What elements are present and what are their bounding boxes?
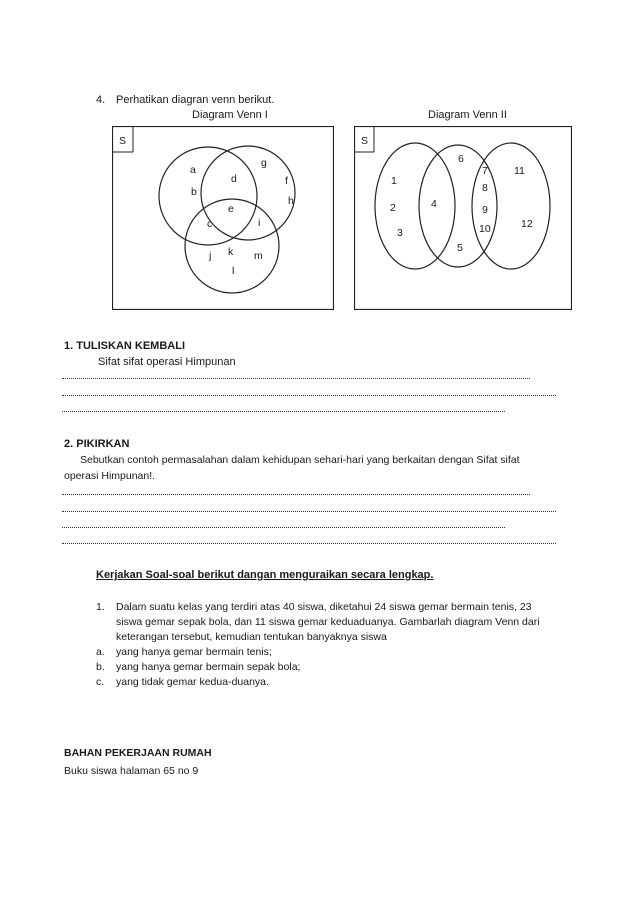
venn2-label-3: 3	[397, 227, 403, 239]
homework-text: Buku siswa halaman 65 no 9	[64, 765, 199, 777]
venn2-label-4: 4	[431, 198, 437, 210]
question-text: Perhatikan diagran venn berikut.	[116, 94, 275, 106]
option-marker: b.	[96, 661, 105, 673]
venn2-label-10: 10	[479, 223, 491, 235]
venn1-label-j: j	[209, 250, 212, 262]
venn2-label-12: 12	[521, 218, 533, 230]
task-q1-line2: siswa gemar sepak bola, dan 11 siswa gemar keduaduanya. Gambarlah diagram Venn dari	[116, 616, 540, 628]
venn1-label-e: e	[228, 203, 234, 215]
venn1-label-g: g	[261, 157, 267, 169]
venn2-label-11: 11	[514, 165, 525, 177]
venn1-label-m: m	[254, 250, 263, 262]
answer-line	[62, 372, 530, 379]
venn1-label-f: f	[285, 175, 288, 187]
venn1-label-h: h	[288, 195, 294, 207]
venn2-label-5: 5	[457, 242, 463, 254]
task-q1-line3: keterangan tersebut, kemudian tentukan banyaknya siswa	[116, 631, 387, 643]
venn2-title: Diagram Venn II	[428, 109, 507, 121]
task-q1-line1: Dalam suatu kelas yang terdiri atas 40 siswa, diketahui 24 siswa gemar bermain tenis, 23	[116, 601, 532, 613]
venn2-ellipse-left	[375, 143, 455, 269]
venn2-universe-label: S	[361, 135, 369, 147]
answer-line	[62, 488, 530, 495]
answer-line	[62, 405, 505, 412]
venn1-label-l: l	[232, 265, 235, 277]
venn2-label-1: 1	[391, 175, 397, 187]
option-text: yang hanya gemar bermain tenis;	[116, 646, 272, 658]
option-text: yang tidak gemar kedua-duanya.	[116, 676, 269, 688]
section2-heading: 2. PIKIRKAN	[64, 438, 130, 450]
task-q1-number: 1.	[96, 601, 105, 613]
venn1-universe-label: S	[119, 135, 127, 147]
option-marker: c.	[96, 676, 105, 688]
venn1-title: Diagram Venn I	[192, 109, 268, 121]
venn1-label-k: k	[228, 246, 234, 258]
venn2-label-8: 8	[482, 182, 488, 194]
venn1-label-a: a	[190, 164, 196, 176]
venn1-label-i: i	[258, 217, 261, 229]
answer-line	[62, 521, 505, 528]
answer-line	[62, 389, 556, 396]
option-marker: a.	[96, 646, 105, 658]
section1-subtitle: Sifat sifat operasi Himpunan	[98, 356, 236, 368]
venn-diagram-1	[112, 126, 334, 310]
question-number: 4.	[96, 94, 106, 106]
section2-line2: operasi Himpunan!.	[64, 470, 156, 482]
section1-heading: 1. TULISKAN KEMBALI	[64, 340, 185, 352]
option-text: yang hanya gemar bermain sepak bola;	[116, 661, 301, 673]
venn1-label-d: d	[231, 173, 237, 185]
venn2-label-7: 7	[482, 165, 488, 177]
venn1-label-c: c	[207, 218, 213, 230]
venn2-label-2: 2	[390, 202, 396, 214]
task-heading: Kerjakan Soal-soal berikut dangan menguraikan secara lengkap.	[96, 569, 434, 581]
answer-line	[62, 505, 556, 512]
homework-heading: BAHAN PEKERJAAN RUMAH	[64, 747, 212, 759]
venn2-label-6: 6	[458, 153, 464, 165]
venn1-circle-left	[159, 147, 257, 245]
venn-diagram-2	[354, 126, 572, 310]
venn1-circle-right	[201, 146, 295, 240]
venn1-label-b: b	[191, 186, 197, 198]
venn1-universe-box	[113, 127, 334, 310]
venn2-label-9: 9	[482, 204, 488, 216]
answer-line	[62, 537, 556, 544]
section2-line1: Sebutkan contoh permasalahan dalam kehidupan sehari-hari yang berkaitan dengan Sifat sifat	[80, 454, 520, 466]
